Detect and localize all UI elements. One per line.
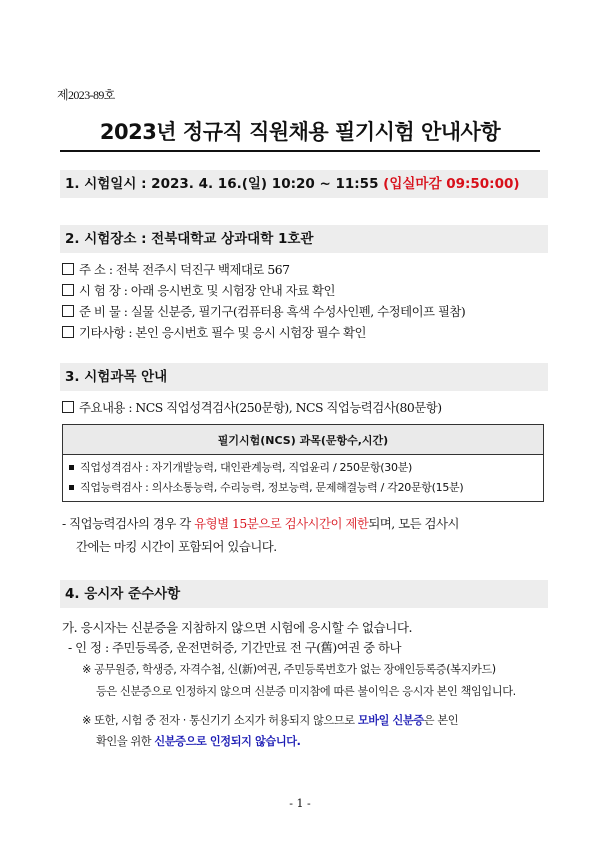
list-item-other: 기타사항 : 본인 응시번호 필수 및 응시 시험장 필수 확인 xyxy=(62,323,366,341)
bullet-icon xyxy=(69,465,74,470)
id-required-heading: 가. 응시자는 신분증을 지참하지 않으면 시험에 응시할 수 없습니다. xyxy=(62,620,413,635)
list-item-supplies: 준 비 물 : 실물 신분증, 필기구(컴퓨터용 흑색 수성사인펜, 수정테이프 필참) xyxy=(62,302,465,320)
checkbox-icon xyxy=(62,326,74,338)
section-applicant-rules: 4. 응시자 준수사항 xyxy=(60,580,548,608)
subjects-table xyxy=(62,424,544,502)
mobile-id-note-line2: 확인을 위한 신분증으로 인정되지 않습니다. xyxy=(96,735,301,748)
table-row: 직업능력검사 : 의사소통능력, 수리능력, 정보능력, 문제해결능력 / 각20문항(15분) xyxy=(63,475,544,502)
table-row: 직업성격검사 : 자기개발능력, 대인관계능력, 직업윤리 / 250문항(30분) xyxy=(63,455,544,476)
page-number: - 1 - xyxy=(289,797,311,810)
mobile-id-highlight: 모바일 신분증 xyxy=(357,714,424,727)
page-title: 2023년 정규직 직원채용 필기시험 안내사항 xyxy=(99,120,501,144)
checkbox-icon xyxy=(62,401,74,413)
section-exam-subjects: 3. 시험과목 안내 xyxy=(60,363,548,391)
section-exam-datetime xyxy=(60,170,548,198)
section-exam-datetime-label: 1. 시험일시 : 2023. 4. 16.(일) 10:20 ~ 11:55 xyxy=(65,176,384,192)
time-limit-note: - 직업능력검사의 경우 각 유형별 15분으로 검사시간이 제한되며, 모든 검사시 xyxy=(62,516,459,531)
time-limit-note-line2: 간에는 마킹 시간이 포함되어 있습니다. xyxy=(76,539,277,554)
section-exam-location: 2. 시험장소 : 전북대학교 상과대학 1호관 xyxy=(60,225,548,253)
checkbox-icon xyxy=(62,305,74,317)
table-header: 필기시험(NCS) 과목(문항수,시간) xyxy=(63,425,544,455)
title-divider xyxy=(60,150,540,152)
list-item-main-content: 주요내용 : NCS 직업성격검사(250문항), NCS 직업능력검사(80문항) xyxy=(62,398,442,416)
entry-deadline: (입실마감 09:50:00) xyxy=(383,176,520,192)
list-item-venue: 시 험 장 : 아래 응시번호 및 시험장 안내 자료 확인 xyxy=(62,281,335,299)
accepted-id-line: - 인 정 : 주민등록증, 운전면허증, 기간만료 전 구(舊)여권 중 하나 xyxy=(68,640,401,655)
invalid-id-note-line1: ※ 공무원증, 학생증, 자격수첩, 신(新)여권, 주민등록번호가 없는 장애인등록증(복지카드) xyxy=(82,663,496,676)
not-accepted-highlight: 신분증으로 인정되지 않습니다. xyxy=(154,735,301,748)
checkbox-icon xyxy=(62,263,74,275)
mobile-id-note-line1: ※ 또한, 시험 중 전자 · 통신기기 소지가 허용되지 않으므로 모바일 신분증은 본인 xyxy=(82,714,459,727)
list-item-address: 주 소 : 전북 전주시 덕진구 백제대로 567 xyxy=(62,260,289,278)
bullet-icon xyxy=(69,485,74,490)
time-limit-highlight: 유형별 15분으로 검사시간이 제한 xyxy=(194,516,369,531)
checkbox-icon xyxy=(62,284,74,296)
invalid-id-note-line2: 등은 신분증으로 인정하지 않으며 신분증 미지참에 따른 불이익은 응시자 본인 책임입니다. xyxy=(96,685,516,698)
document-number: 제2023-89호 xyxy=(57,88,115,102)
